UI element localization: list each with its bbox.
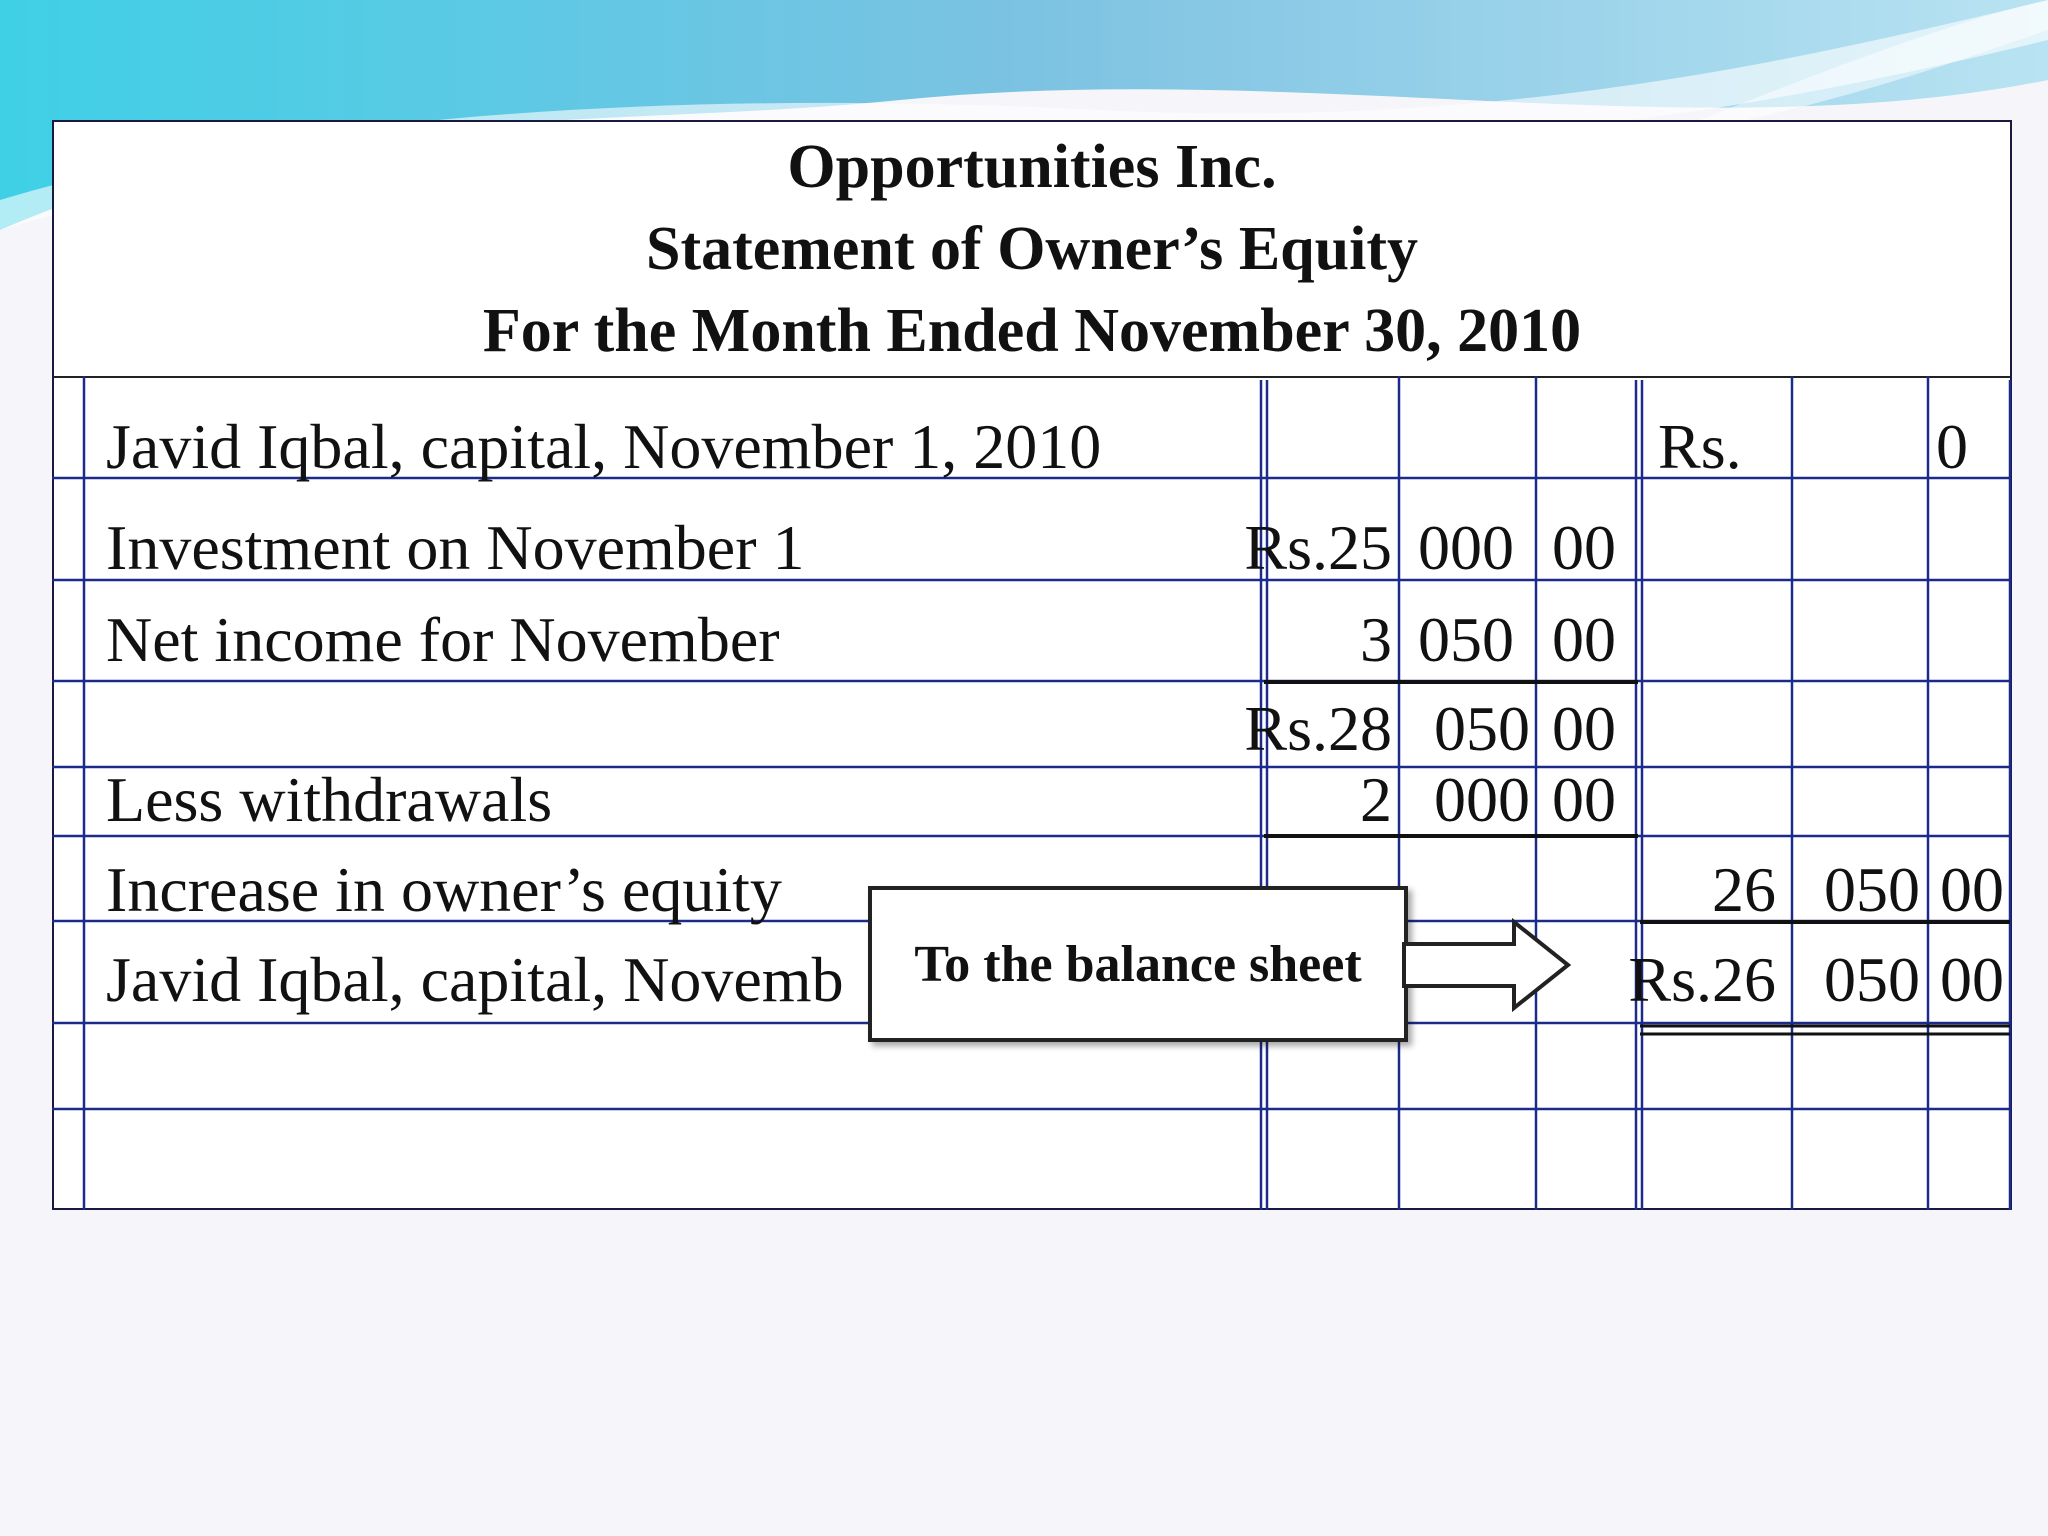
investment-thousands: 000 xyxy=(1418,512,1514,583)
increase-thousands: 050 xyxy=(1824,854,1920,925)
statement-period: For the Month Ended November 30, 2010 xyxy=(482,297,1582,365)
row-label-increase: Increase in owner’s equity xyxy=(106,854,782,925)
balance-sheet-callout xyxy=(868,886,1408,1042)
statement-header xyxy=(54,122,2010,378)
ending-capital-prefix: Rs.26 xyxy=(1628,944,1776,1015)
withdrawals-cents: 00 xyxy=(1552,764,1616,835)
ending-capital-thousands: 050 xyxy=(1824,944,1920,1015)
callout-text: To the balance sheet xyxy=(914,935,1362,993)
withdrawals-thousands: 000 xyxy=(1434,764,1530,835)
investment-prefix: Rs.25 xyxy=(1244,512,1392,583)
net-income-thousands: 050 xyxy=(1418,604,1514,675)
company-name: Opportunities Inc. xyxy=(787,133,1277,201)
row-label-ending-capital: Javid Iqbal, capital, Novemb xyxy=(106,944,844,1015)
row-label-beginning-capital: Javid Iqbal, capital, November 1, 2010 xyxy=(106,411,1102,482)
row-label-withdrawals: Less withdrawals xyxy=(106,764,553,835)
net-income-cents: 00 xyxy=(1552,604,1616,675)
statement-title: Statement of Owner’s Equity xyxy=(645,215,1419,283)
beginning-capital-prefix: Rs. xyxy=(1658,411,1742,482)
withdrawals-prefix: 2 xyxy=(1360,764,1392,835)
arrow-right-icon xyxy=(1402,918,1572,1012)
investment-cents: 00 xyxy=(1552,512,1616,583)
row-label-investment: Investment on November 1 xyxy=(106,512,805,583)
ending-capital-cents: 00 xyxy=(1940,944,2004,1015)
subtotal-cents: 00 xyxy=(1552,693,1616,764)
subtotal-prefix: Rs.28 xyxy=(1244,693,1392,764)
subtotal-thousands: 050 xyxy=(1434,693,1530,764)
row-label-net-income: Net income for November xyxy=(106,604,780,675)
net-income-prefix: 3 xyxy=(1360,604,1392,675)
beginning-capital-value: 0 xyxy=(1936,411,1968,482)
increase-prefix: 26 xyxy=(1712,854,1776,925)
increase-cents: 00 xyxy=(1940,854,2004,925)
